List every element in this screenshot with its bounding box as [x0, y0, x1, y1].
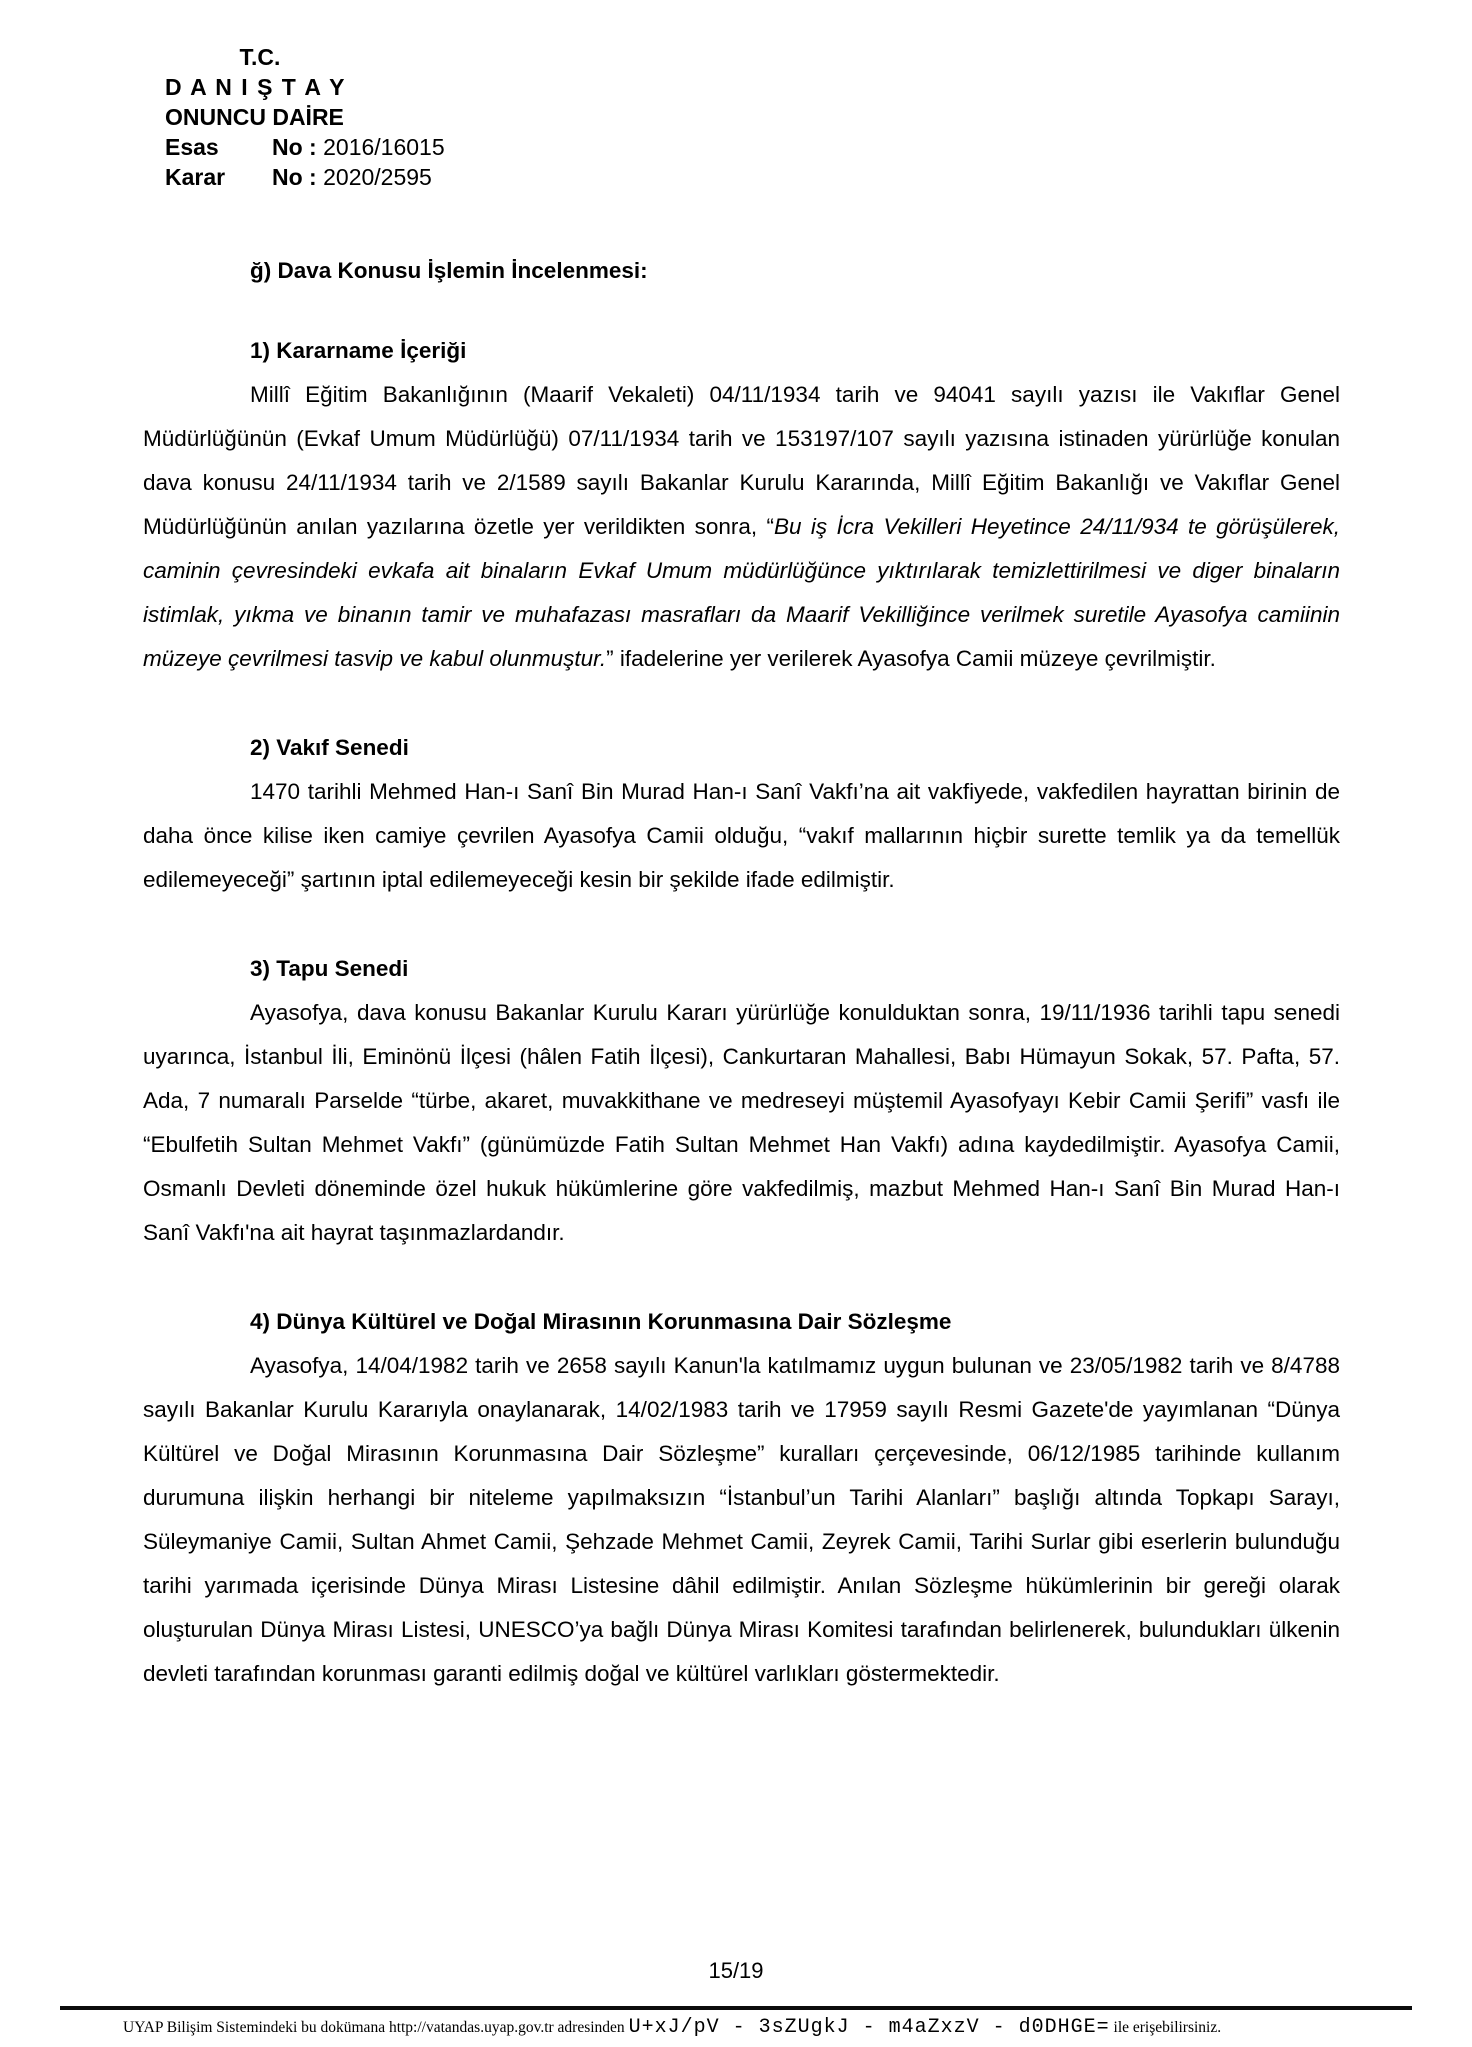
republic-abbreviation: T.C. [239, 44, 281, 70]
paragraph-text-after-quote: ” ifadelerine yer verilerek Ayasofya Camii müzeye çevrilmiştir. [606, 646, 1216, 671]
karar-value: 2020/2595 [323, 164, 432, 190]
subsection-2-heading: 2) Vakıf Senedi [250, 735, 409, 760]
court-header [165, 42, 1340, 192]
uyap-access-code: U+xJ/pV - 3sZUgkJ - m4aZxzV - d0DHGE= [628, 2016, 1110, 2039]
esas-no-label: No : [272, 134, 324, 160]
uyap-footer-note [123, 2015, 1458, 2041]
case-number-row [165, 132, 1340, 162]
subsection-3-paragraph: Ayasofya, dava konusu Bakanlar Kurulu Kararı yürürlüğe konulduktan sonra, 19/11/1936 tarihli tapu senedi uyarınca, İstanbul İli, Eminönü İlçesi (hâlen Fatih İlçesi), Cankurtaran Mahallesi, Babı Hümayun Sokak, 57. Pafta, 57. Ada, 7 numaralı Parselde “türbe, akaret, muvakkithane ve medreseyi müştemil Ayasofyayı Kebir Camii Şerifi” vasfı ile “Ebulfetih Sultan Mehmet Vakfı” (günümüzde Fatih Sultan Mehmet Han Vakfı) adına kaydedilmiştir. Ayasofya Camii, Osmanlı Devleti döneminde özel hukuk hükümlerine göre vakfedilmiş, mazbut Mehmed Han-ı Sanî Bin Murad Han-ı Sanî Vakfı'na ait hayrat taşınmazlardandır. [143, 1000, 1340, 1245]
paragraph-text-before-quote: Millî Eğitim Bakanlığının (Maarif Vekaleti) 04/11/1934 tarih ve 94041 sayılı yazısı ile Vakıflar Genel Müdürlüğünün (Evkaf Umum Müdürlüğü) 07/11/1934 tarih ve 153197/107 sayılı yazısına istinaden yürürlüğe konulan dava konusu 24/11/1934 tarih ve 2/1589 sayılı Bakanlar Kurulu Kararında, Millî Eğitim Bakanlığı ve Vakıflar Genel Müdürlüğünün anılan yazılarına özetle yer verildikten sonra, “ [143, 382, 1340, 539]
subsection-1-paragraph [143, 373, 1340, 681]
esas-label: Esas [165, 134, 219, 160]
decree-quote-italic: Bu iş İcra Vekilleri Heyetince 24/11/934 te görüşülerek, caminin çevresindeki evkafa ait binaların Evkaf Umum müdürlüğünce yıktırılarak temizlettirilmesi ve diger binaların istimlak, yıkma ve binanın tamir ve muhafazası masrafları da Maarif Vekilliğince verilmek suretile Ayasofya camiinin müzeye çevrilmesi tasvip ve kabul olunmuştur. [143, 514, 1340, 671]
subsection-4-paragraph: Ayasofya, 14/04/1982 tarih ve 2658 sayılı Kanun'la katılmamız uygun bulunan ve 23/05/1982 tarih ve 8/4788 sayılı Bakanlar Kurulu Kararıyla onaylanarak, 14/02/1983 tarih ve 17959 sayılı Resmi Gazete'de yayımlanan “Dünya Kültürel ve Doğal Mirasının Korunmasına Dair Sözleşme” kuralları çerçevesinde, 06/12/1985 tarihinde kullanım durumuna ilişkin herhangi bir niteleme yapılmaksızın “İstanbul’un Tarihi Alanları” başlığı altında Topkapı Sarayı, Süleymaniye Camii, Sultan Ahmet Camii, Şehzade Mehmet Camii, Zeyrek Camii, Tarihi Surlar gibi eserlerin bulunduğu tarihi yarımada içerisinde Dünya Mirası Listesine dâhil edilmiştir. Anılan Sözleşme hükümlerinin bir gereği olarak oluşturulan Dünya Mirası Listesi, UNESCO’ya bağlı Dünya Mirası Komitesi tarafından belirlenerek, bulundukları ülkenin devleti tarafından korunması garanti edilmiş doğal ve kültürel varlıkları göstermektedir. [143, 1353, 1340, 1686]
esas-value: 2016/16015 [323, 134, 445, 160]
decision-number-row [165, 162, 1340, 192]
subsection-3-heading: 3) Tapu Senedi [250, 956, 409, 981]
subsection-2-paragraph: 1470 tarihli Mehmed Han-ı Sanî Bin Murad Han-ı Sanî Vakfı’na ait vakfiyede, vakfedilen hayrattan birinin de daha önce kilise iken camiye çevrilen Ayasofya Camii olduğu, “vakıf mallarının hiçbir surette temlik ya da temellük edilemeyeceği” şartının iptal edilemeyeceği kesin bir şekilde ifade edilmiştir. [143, 779, 1340, 892]
page-number: 15/19 [708, 1958, 764, 1983]
footer-prefix-text: UYAP Bilişim Sistemindeki bu dokümana http://vatandas.uyap.gov.tr adresinden [123, 2019, 629, 2036]
footer-divider [60, 2006, 1412, 2010]
subsection-4-heading: 4) Dünya Kültürel ve Doğal Mirasının Korunmasına Dair Sözleşme [250, 1309, 952, 1334]
main-section-heading: ğ) Dava Konusu İşlemin İncelenmesi: [250, 258, 648, 283]
karar-no-label: No : [272, 164, 324, 190]
document-content [143, 42, 1340, 1696]
footer-suffix-text: ile erişebilirsiniz. [1109, 2019, 1222, 2036]
subsection-1-heading: 1) Kararname İçeriği [250, 338, 467, 363]
court-name: D A N I Ş T A Y [165, 74, 346, 100]
karar-label: Karar [165, 164, 226, 190]
chamber-name: ONUNCU DAİRE [165, 104, 344, 130]
